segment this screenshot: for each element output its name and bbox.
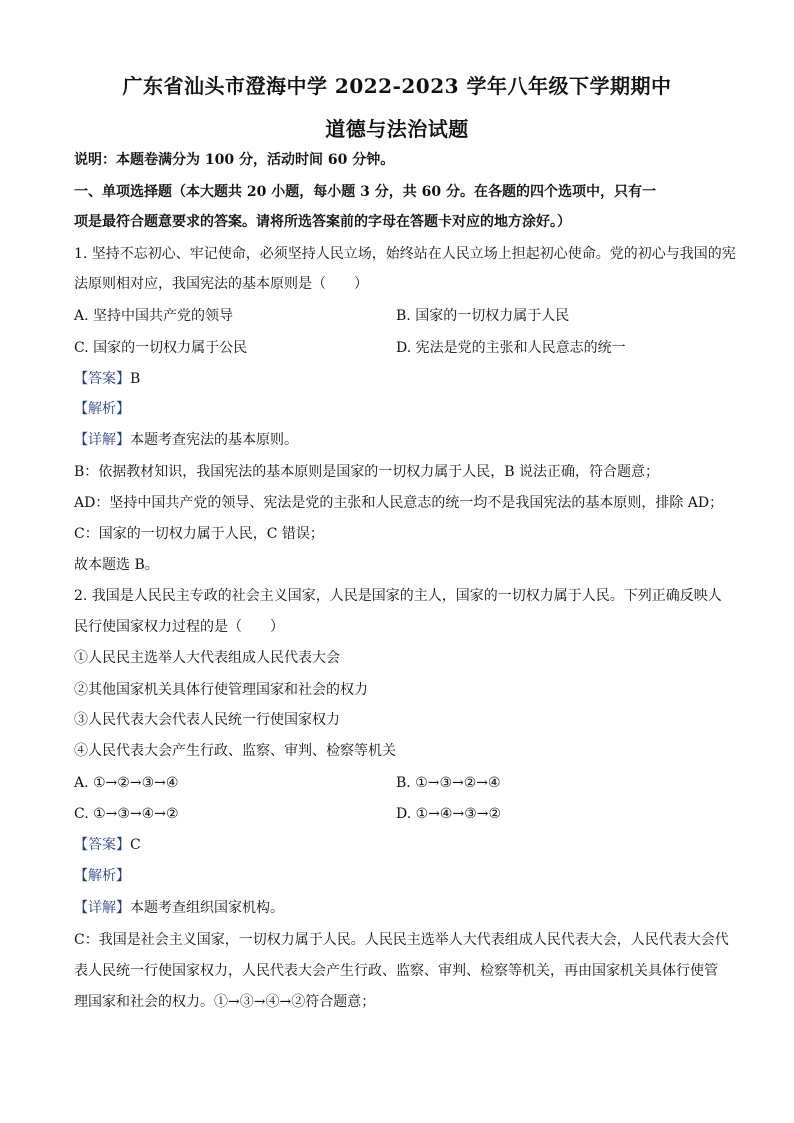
q1-option-b: B. 国家的一切权力属于人民 <box>396 308 570 324</box>
q2-option-a: A. ①→②→③→④ <box>74 775 179 791</box>
q2-stem-line1: 2. 我国是人民民主专政的社会主义国家，人民是国家的主人，国家的一切权力属于人民。下列正确反映人 <box>74 588 722 604</box>
answer-value: C <box>130 837 141 853</box>
q2-item-1: ①人民民主选举人大代表组成人民代表大会 <box>74 650 340 666</box>
q1-answer <box>74 369 734 389</box>
detail-tag: 【详解】 <box>74 432 130 448</box>
answer-tag: 【答案】 <box>74 837 130 853</box>
q2-item-2: ②其他国家机关具体行使管理国家和社会的权力 <box>74 682 368 698</box>
q2-option-d: D. ①→④→③→② <box>396 806 502 822</box>
detail-text: 本题考查宪法的基本原则。 <box>130 432 298 448</box>
q2-analysis-tag: 【解析】 <box>74 868 130 884</box>
detail-tag: 【详解】 <box>74 900 130 916</box>
q2-answer <box>74 835 734 855</box>
q2-explanation-line3: 理国家和社会的权力。①→③→④→②符合题意； <box>74 994 376 1010</box>
q1-explanation-b: B：依据教材知识，我国宪法的基本原则是国家的一切权力属于人民，B 说法正确，符合题意； <box>74 464 660 480</box>
q1-analysis-tag: 【解析】 <box>74 401 130 417</box>
q1-stem-line2: 法原则相对应，我国宪法的基本原则是（ ） <box>74 276 368 292</box>
exam-title: 广东省汕头市澄海中学 2022-2023 学年八年级下学期期中 <box>122 74 672 98</box>
q1-conclusion: 故本题选 B。 <box>74 557 159 573</box>
q2-item-3: ③人民代表大会代表人民统一行使国家权力 <box>74 712 340 728</box>
q1-explanation-ad: AD：坚持中国共产党的领导、宪法是党的主张和人民意志的统一均不是我国宪法的基本原则，排除 AD； <box>74 495 724 511</box>
q2-item-4: ④人民代表大会产生行政、监察、审判、检察等机关 <box>74 743 396 759</box>
instructions: 说明：本题卷满分为 100 分，活动时间 60 分钟。 <box>74 152 395 168</box>
q1-detail <box>74 430 734 450</box>
q2-option-b: B. ①→③→②→④ <box>396 775 501 791</box>
q2-stem-line2: 民行使国家权力过程的是（ ） <box>74 619 284 635</box>
q1-explanation-c: C：国家的一切权力属于人民，C 错误； <box>74 526 324 542</box>
detail-text: 本题考查组织国家机构。 <box>130 900 284 916</box>
section-heading-line1: 一、单项选择题（本大题共 20 小题，每小题 3 分，共 60 分。在各题的四个选项中，只有一 <box>74 184 656 200</box>
section-heading-line2: 项是最符合题意要求的答案。请将所选答案前的字母在答题卡对应的地方涂好。） <box>74 214 571 230</box>
q2-explanation-line1: C：我国是社会主义国家，一切权力属于人民。人民民主选举人大代表组成人民代表大会，人民代表大会代 <box>74 932 729 948</box>
answer-value: B <box>130 371 141 387</box>
answer-tag: 【答案】 <box>74 371 130 387</box>
q1-option-c: C. 国家的一切权力属于公民 <box>74 340 248 356</box>
q2-explanation-line2: 表人民统一行使国家权力，人民代表大会产生行政、监察、审判、检察等机关，再由国家机关具体行使管 <box>74 963 718 979</box>
exam-subtitle: 道德与法治试题 <box>325 117 469 141</box>
q2-detail <box>74 898 734 918</box>
q1-option-d: D. 宪法是党的主张和人民意志的统一 <box>396 340 626 356</box>
q1-stem-line1: 1. 坚持不忘初心、牢记使命，必须坚持人民立场，始终站在人民立场上担起初心使命。党的初心与我国的宪 <box>74 246 736 262</box>
q1-option-a: A. 坚持中国共产党的领导 <box>74 308 234 324</box>
q2-option-c: C. ①→③→④→② <box>74 806 179 822</box>
